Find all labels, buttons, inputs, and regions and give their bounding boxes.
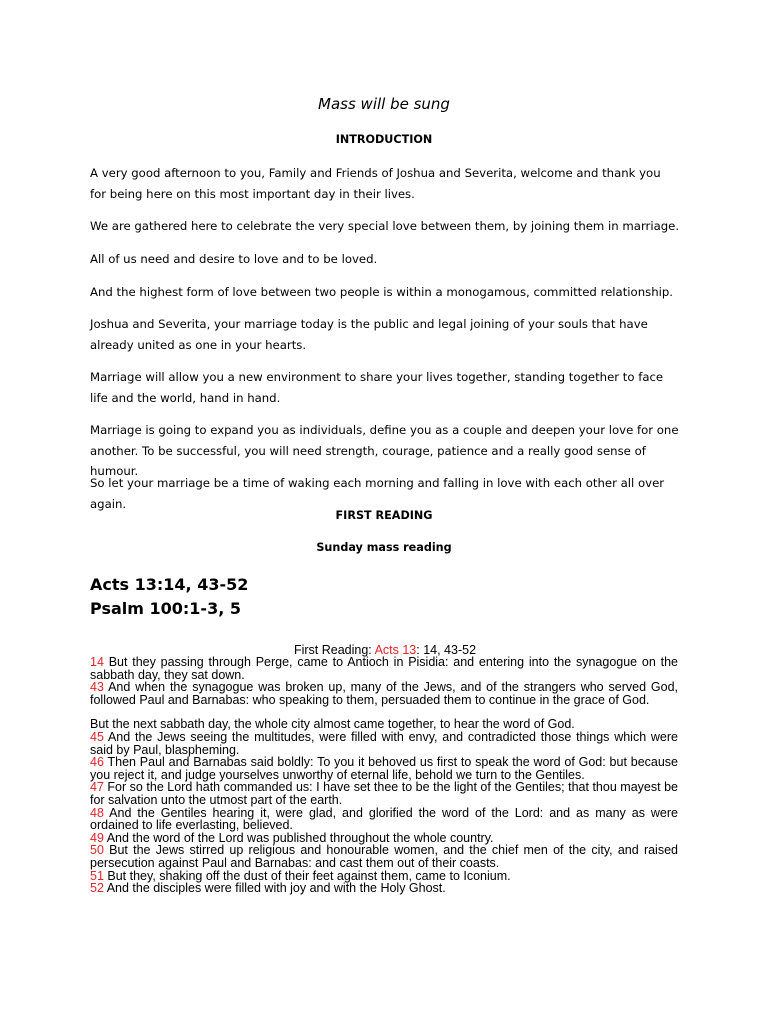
first-reading-heading: FIRST READING (335, 509, 433, 522)
verse-text: And the word of the Lord was published throughout the whole country. (103, 830, 494, 845)
verse-text: And when the synagogue was broken up, many of the Jews, and of the strangers who served God, followed Paul and Barnabas: who speaking to them, persuaded them to continue in the grace of God. (90, 680, 678, 707)
sunday-mass-heading: Sunday mass reading (316, 541, 452, 554)
verse-number: 47 (90, 780, 104, 795)
reading-title-suffix: : 14, 43-52 (416, 643, 477, 657)
verse-text: For so the Lord hath commanded us: I have set thee to be the light of the Gentiles; that thou mayest be for salvation unto the utmost part of the earth. (90, 780, 678, 807)
intro-paragraph-3: All of us need and desire to love and to be loved. (90, 252, 378, 266)
verse-text: And the disciples were filled with joy and with the Holy Ghost. (103, 881, 446, 896)
verse-14 (90, 656, 678, 681)
citation-acts: Acts 13:14, 43-52 (90, 575, 249, 594)
verse-number: 46 (90, 755, 104, 770)
intro-paragraph-8: So let your marriage be a time of waking each morning and falling in love with each other all over again. (90, 476, 665, 511)
verse-text: But they passing through Perge, came to Antioch in Pisidia: and entering into the synagogue on the sabbath day, they sat down. (90, 655, 678, 682)
verse-48 (90, 807, 678, 832)
verse-text: But the Jews stirred up religious and honourable women, and the chief men of the city, and raised persecution against Paul and Barnabas: and cast them out of their coasts. (90, 843, 678, 870)
verse-number: 48 (90, 805, 104, 820)
reading-title-ref-link[interactable]: Acts 13 (374, 643, 417, 657)
verse-number: 49 (90, 830, 104, 845)
verse-list (90, 656, 678, 895)
verse-43 (90, 681, 678, 706)
citation-psalm: Psalm 100:1-3, 5 (90, 599, 241, 618)
intro-paragraph-1: A very good afternoon to you, Family and Friends of Joshua and Severita, welcome and thank you for being here on this most important day in their lives. (90, 166, 661, 201)
verse-number: 50 (90, 843, 104, 858)
verse-text: And the Gentiles hearing it, were glad, and glorified the word of the Lord: and as many as were ordained to life everlasting, believed. (90, 805, 678, 833)
document-title: Mass will be sung (318, 95, 450, 113)
intro-paragraph-7: Marriage is going to expand you as individuals, define you as a couple and deepen your love for one another. To be successful, you will need strength, courage, patience and a really good sense of humour. (90, 423, 679, 478)
intro-paragraph-5: Joshua and Severita, your marriage today is the public and legal joining of your souls that have already united as one in your hearts. (90, 317, 648, 352)
verse-number: 51 (90, 868, 104, 883)
verse-text: But they, shaking off the dust of their feet against them, came to Iconium. (103, 868, 511, 883)
verse-52 (90, 882, 678, 895)
verse-text: But the next sabbath day, the whole city almost came together, to hear the word of God. (90, 717, 575, 732)
intro-paragraph-2: We are gathered here to celebrate the very special love between them, by joining them in marriage. (90, 219, 680, 233)
verse-text: Then Paul and Barnabas said boldly: To you it behoved us first to speak the word of God: but because you reject it, and judge yourselves unworthy of eternal life, behold we turn to the Gentiles. (90, 755, 678, 782)
reading-title-prefix: First Reading: (293, 643, 375, 657)
verse-number: 52 (90, 881, 104, 896)
verse-number: 43 (90, 680, 104, 695)
verse-47 (90, 781, 678, 806)
intro-paragraph-6: Marriage will allow you a new environment to share your lives together, standing together to face life and the world, hand in hand. (90, 370, 664, 405)
verse-45 (90, 731, 678, 756)
verse-number: 14 (90, 655, 104, 669)
verse-50 (90, 844, 678, 869)
verse-46 (90, 756, 678, 781)
verse-number: 45 (90, 729, 104, 744)
introduction-heading: INTRODUCTION (335, 133, 433, 146)
intro-paragraph-4: And the highest form of love between two people is within a monogamous, committed relationship. (90, 285, 673, 299)
verse-text: And the Jews seeing the multitudes, were filled with envy, and contradicted those things which were said by Paul, blaspheming. (90, 729, 678, 757)
